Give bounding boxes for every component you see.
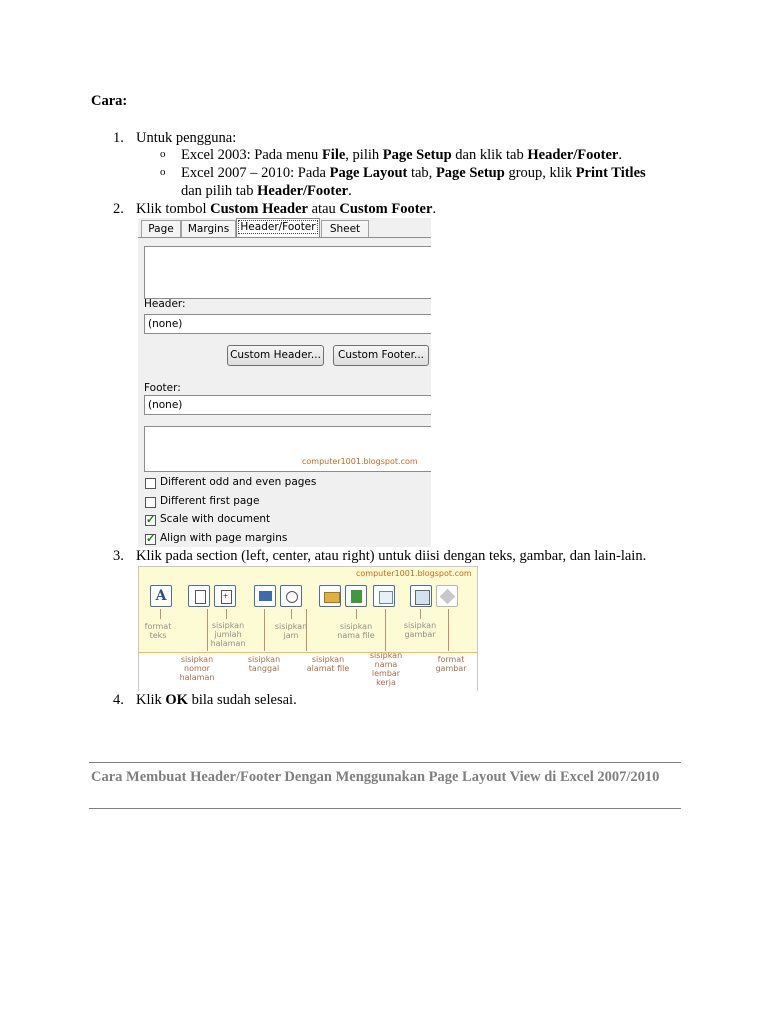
checkbox-align-margins[interactable] xyxy=(145,534,156,545)
checkbox-odd-even-label: Different odd and even pages xyxy=(160,476,317,488)
picture-icon[interactable] xyxy=(410,585,432,607)
folder-icon[interactable] xyxy=(319,585,341,607)
section-title: Cara Membuat Header/Footer Dengan Menggunakan Page Layout View di Excel 2007/2010 xyxy=(91,769,660,785)
step-1-sub-2: Excel 2007 – 2010: Pada Page Layout tab, Page Setup group, klik Print Titles xyxy=(181,165,646,181)
tab-header-footer[interactable]: Header/Footer xyxy=(236,218,320,237)
clock-icon[interactable] xyxy=(280,585,302,607)
callout-date: sisipkan tanggal xyxy=(247,655,281,673)
callout-time: sisipkan jam xyxy=(274,622,308,640)
page-count-icon[interactable]: + xyxy=(214,585,236,607)
section-rule-top xyxy=(89,762,681,763)
checkbox-first-page-label: Different first page xyxy=(160,495,260,507)
tab-page[interactable]: Page xyxy=(141,220,181,237)
dialog-watermark: computer1001.blogspot.com xyxy=(302,457,418,466)
callout-format-text: format teks xyxy=(144,622,172,640)
file-name-icon[interactable] xyxy=(345,585,367,607)
callout-file-path: sisipkan alamat file xyxy=(306,655,350,673)
callout-file-name: sisipkan nama file xyxy=(337,622,375,640)
bullet-icon: o xyxy=(160,166,166,178)
step-1-number: 1. xyxy=(113,130,124,146)
step-1-text: Untuk pengguna: xyxy=(136,130,237,146)
checkbox-first-page[interactable] xyxy=(145,497,156,508)
tab-margins[interactable]: Margins xyxy=(181,220,236,237)
step-4-text: Klik OK bila sudah selesai. xyxy=(136,692,297,708)
sheet-name-icon[interactable] xyxy=(373,585,395,607)
header-label: Header: xyxy=(144,298,186,310)
custom-footer-button[interactable]: Custom Footer... xyxy=(333,345,429,366)
tab-sheet[interactable]: Sheet xyxy=(321,220,369,237)
footer-label: Footer: xyxy=(144,382,181,394)
step-4-number: 4. xyxy=(113,692,124,708)
format-picture-icon[interactable] xyxy=(436,585,458,607)
custom-header-button[interactable]: Custom Header... xyxy=(227,345,324,366)
checkbox-align-margins-label: Align with page margins xyxy=(160,532,288,544)
format-text-icon[interactable]: A xyxy=(150,585,172,607)
callout-format-picture: format gambar xyxy=(435,655,467,673)
footer-select[interactable]: (none) xyxy=(144,395,431,415)
checkbox-scale-document-label: Scale with document xyxy=(160,513,271,525)
toolbar-watermark: computer1001.blogspot.com xyxy=(356,569,472,578)
step-1-sub-1: Excel 2003: Pada menu File, pilih Page Setup dan klik tab Header/Footer. xyxy=(181,147,622,163)
step-2-text: Klik tombol Custom Header atau Custom Footer. xyxy=(136,201,437,217)
checkbox-odd-even[interactable] xyxy=(145,478,156,489)
section-rule-bottom xyxy=(89,808,681,809)
header-select[interactable]: (none) xyxy=(144,314,431,334)
page-number-icon[interactable] xyxy=(188,585,210,607)
date-icon[interactable] xyxy=(254,585,276,607)
callout-page-count: sisipkan jumlah halaman xyxy=(210,621,246,648)
callout-picture: sisipkan gambar xyxy=(403,621,437,639)
bullet-icon: o xyxy=(160,148,166,160)
step-3-text: Klik pada section (left, center, atau right) untuk diisi dengan teks, gambar, dan lain-lain. xyxy=(136,548,647,564)
callout-sheet-name: sisipkan nama lembar kerja xyxy=(369,651,403,687)
checkbox-scale-document[interactable] xyxy=(145,515,156,526)
step-2-number: 2. xyxy=(113,201,124,217)
header-preview xyxy=(144,246,431,299)
step-1-sub-2-line-2: dan pilih tab Header/Footer. xyxy=(181,183,352,199)
callout-page-number: sisipkan nomor halaman xyxy=(179,655,215,682)
heading: Cara: xyxy=(91,93,128,109)
step-3-number: 3. xyxy=(113,548,124,564)
tab-divider xyxy=(138,237,431,238)
